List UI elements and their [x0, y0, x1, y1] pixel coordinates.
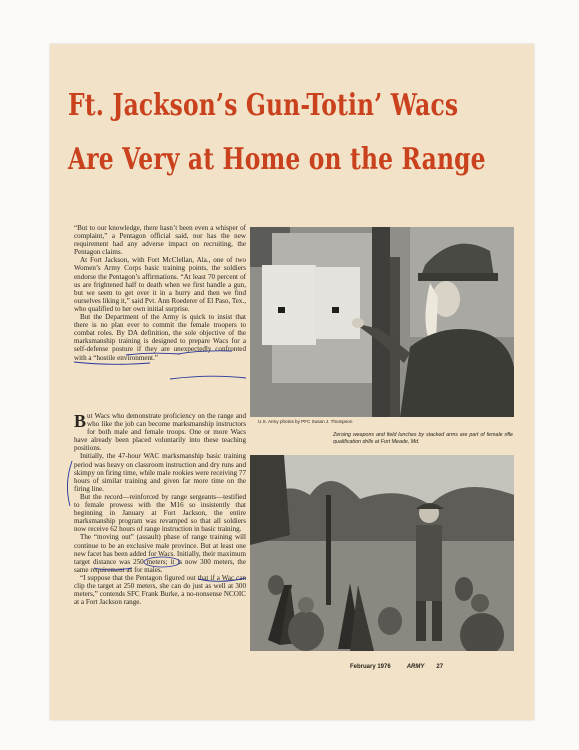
headline-line-1: Ft. Jackson’s Gun-Totin’ Wacs: [68, 88, 459, 123]
article-column-2: [74, 412, 246, 606]
photo-field-lunch-image: [250, 455, 514, 651]
photo-credit: U.S. Army photos by PFC Susan J. Thompson: [258, 419, 353, 424]
drop-cap: B: [74, 411, 87, 431]
paragraph: “I suppose that the Pentagon figured out that if a Wac can clip the target at 250 meters, she can do just as well at 300 meters,” contends SFC Frank Burke, a no-nonsense NCOIC at a Fort Jackson range.: [74, 573, 246, 607]
headline-line-2: Are Very at Home on the Range: [68, 142, 486, 177]
page-number: 27: [436, 664, 444, 670]
paragraph: But the record—reinforced by range sergeants—testified to female prowess with the M16 so insistently that beginning in January at Fort Jackson, the entire marksmanship program was revamped so that all soldiers now receive 62 hours of range instruction in basic training.: [74, 492, 246, 534]
ink-underline: [74, 362, 150, 364]
photo-target-zeroing-image: [250, 227, 514, 417]
article-column-1: [74, 224, 246, 362]
page-footer: [350, 664, 443, 670]
paragraph: Initially, the 47-hour WAC marksmanship basic training period was heavy on classroom instruction and dry runs and skimpy on firing time, while male rookies were receiving 77 hours of similar training and given far more time on the firing line.: [74, 452, 246, 493]
paragraph: “But to our knowledge, there hasn’t been even a whisper of complaint,” a Pentagon official said, nor has the new requirement had any adverse impact on recruiting, the Pentagon claims.: [74, 224, 246, 257]
paragraph: But the Department of the Army is quick to insist that there is no plan ever to commit the female troopers to combat roles. By DA definition, the sole objective of the marksmanship training is designed to prepare Wacs for a self-defense posture if they are unexpectedly confronted with a “hostile environment.”: [74, 313, 246, 362]
photo-field-lunch: [250, 455, 514, 651]
paragraph: The “moving out” (assault) phase of range training will continue to be an exclusive male province. But at least one new facet has been added for Wacs. Initially, their maximum target distance was 250 meters; it is now 300 meters, the same requirement as for males.: [74, 533, 246, 574]
paragraph-text: ut Wacs who demonstrate proficiency on the range and who like the job can become marksmanship instructors for both male and female troops. One or more Wacs have already been placed voluntarily into these teaching positions.: [74, 412, 246, 453]
photo-target-zeroing: [250, 227, 514, 417]
ink-bracket: [67, 461, 72, 506]
paragraph: [74, 412, 246, 452]
photo-caption: Zeroing weapons and field lunches by stacked arms are part of female rifle qualification drills at Fort Meade, Md.: [333, 432, 513, 445]
magazine-name: ARMY: [406, 664, 425, 670]
paragraph: At Fort Jackson, with Fort McClellan, Ala., one of two Women’s Army Corps basic training points, the soldiers endorse the Pentagon’s affirmations. “At least 70 percent of us are frightened half to death when we first handle a gun, but we seem to get over it in a hurry and then we find ourselves liking it,” said Pvt. Ann Roederer of El Paso, Tex., who qualified to her own initial surprise.: [74, 256, 246, 313]
magazine-page: [50, 44, 534, 720]
ink-underline: [170, 376, 246, 379]
issue-date: February 1976: [350, 664, 391, 670]
